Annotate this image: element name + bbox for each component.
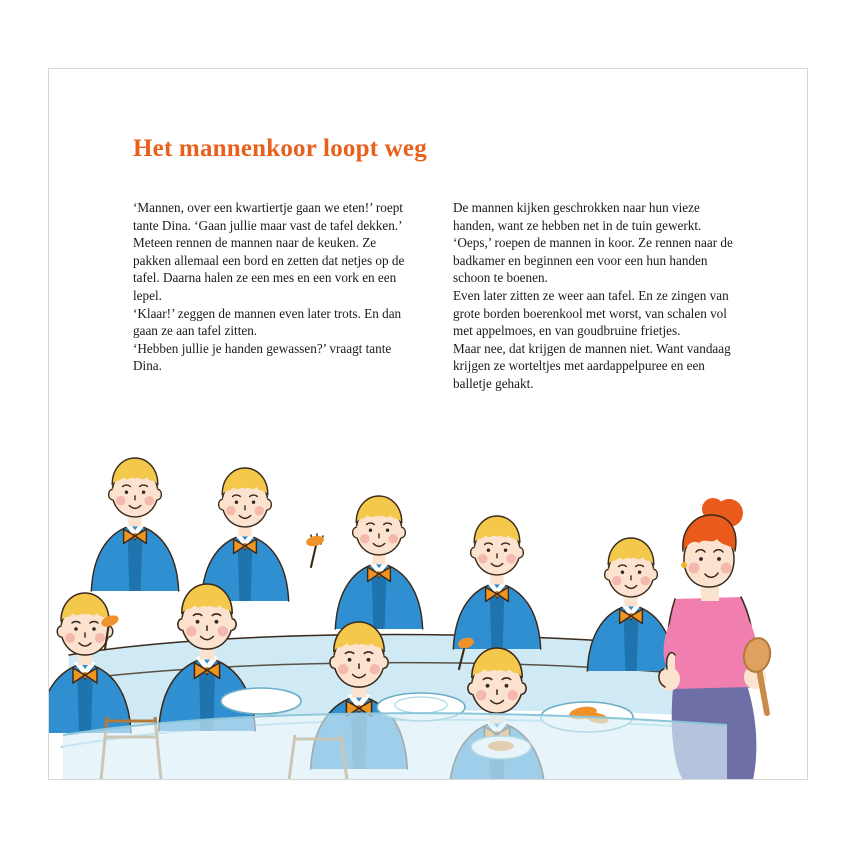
illustration [49,417,807,780]
paragraph: ‘Mannen, over een kwartiertje gaan we eten!’ roept tante Dina. ‘Gaan jullie maar vast de tafel dekken.’ [133,200,403,233]
paragraph: Even later zitten ze weer aan tafel. En ze zingen van grote borden boerenkool met worst, van schalen vol met appelmoes, en van goudbruine frietjes. [453,287,729,339]
page-title: Het mannenkoor loopt weg [133,135,427,162]
paragraph: Meteen rennen de mannen naar de keuken. Ze pakken allemaal een bord en zetten dat netjes op de tafel. Daarna halen ze een mes en een vork en een lepel. [133,235,405,303]
plate [221,688,301,714]
paragraph: ‘Hebben jullie je handen gewassen?’ vraagt tante Dina. [133,340,392,374]
illustration-svg [49,417,807,780]
book-page [48,68,808,780]
text-columns [133,199,733,393]
paragraph: ‘Klaar!’ zeggen de mannen even later trots. En dan gaan ze aan tafel zitten. [133,305,402,339]
paragraph: De mannen kijken geschrokken naar hun vieze handen, want ze hebben net in de tuin gewerkt. [453,200,702,233]
left-column [133,199,413,393]
paragraph: ‘Oeps,’ roepen de mannen in koor. Ze rennen naar de badkamer en beginnen een voor een hun handen schoon te boenen. [453,235,733,286]
right-column [453,199,733,393]
paragraph: Maar nee, dat krijgen de mannen niet. Want vandaag krijgen ze worteltjes met aardappelpuree en een balletje gehakt. [453,340,731,391]
